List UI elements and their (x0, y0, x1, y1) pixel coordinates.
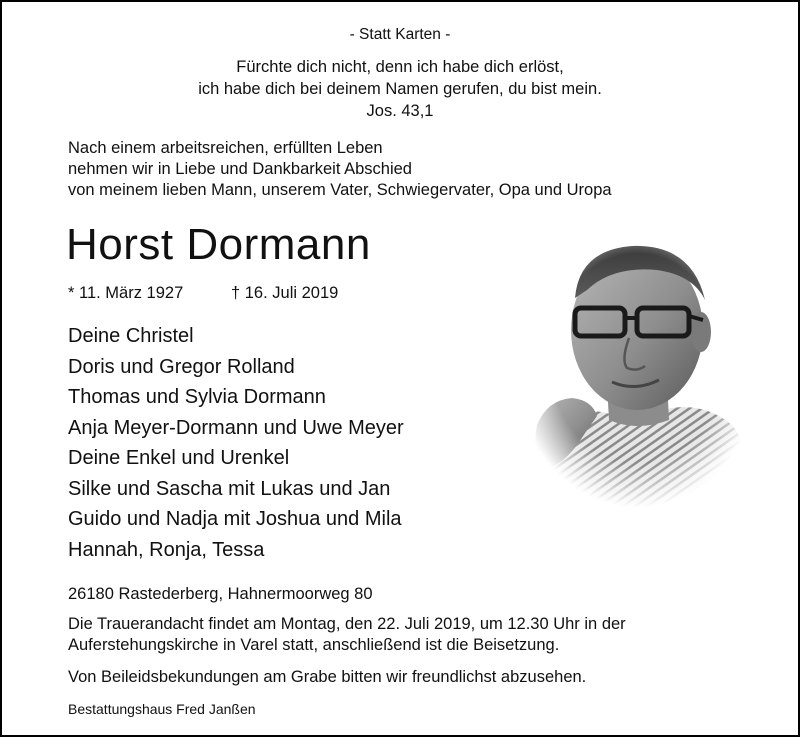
statt-karten-line: - Statt Karten - (349, 26, 451, 43)
bible-verse-line-2: ich habe dich bei deinem Namen gerufen, du bist mein. (198, 80, 602, 98)
family-member: Deine Christel (68, 325, 194, 347)
family-member: Anja Meyer-Dormann und Uwe Meyer (68, 416, 404, 439)
address: 26180 Rastederberg, Hahnermoorweg 80 (68, 585, 373, 603)
family-member: Doris und Gregor Rolland (68, 355, 295, 378)
intro-line-2: nehmen wir in Liebe und Dankbarkeit Abschied (68, 160, 412, 178)
portrait-photo (517, 220, 757, 508)
service-line-2: Auferstehungskirche in Varel statt, anschließend ist die Beisetzung. (68, 636, 560, 654)
bible-verse-reference: Jos. 43,1 (366, 102, 434, 120)
intro-line-3: von meinem lieben Mann, unserem Vater, Schwiegervater, Opa und Uropa (68, 181, 612, 199)
family-member: Deine Enkel und Urenkel (68, 447, 290, 469)
funeral-home: Bestattungshaus Fred Janßen (68, 701, 256, 717)
condolence-note: Von Beileidsbekundungen am Grabe bitten wir freundlichst abzusehen. (68, 668, 587, 686)
family-member: Guido und Nadja mit Joshua und Mila (68, 508, 402, 530)
family-member: Silke und Sascha mit Lukas und Jan (68, 477, 391, 500)
service-line-1: Die Trauerandacht findet am Montag, den 22. Juli 2019, um 12.30 Uhr in der (68, 615, 626, 633)
bible-verse-line-1: Fürchte dich nicht, denn ich habe dich erlöst, (236, 58, 564, 76)
intro-line-1: Nach einem arbeitsreichen, erfüllten Leben (68, 139, 383, 157)
family-member: Hannah, Ronja, Tessa (68, 538, 265, 561)
birth-date: * 11. März 1927 (68, 284, 184, 302)
deceased-name: Horst Dormann (66, 220, 371, 269)
family-member: Thomas und Sylvia Dormann (68, 386, 326, 408)
death-date: † 16. Juli 2019 (231, 284, 339, 302)
